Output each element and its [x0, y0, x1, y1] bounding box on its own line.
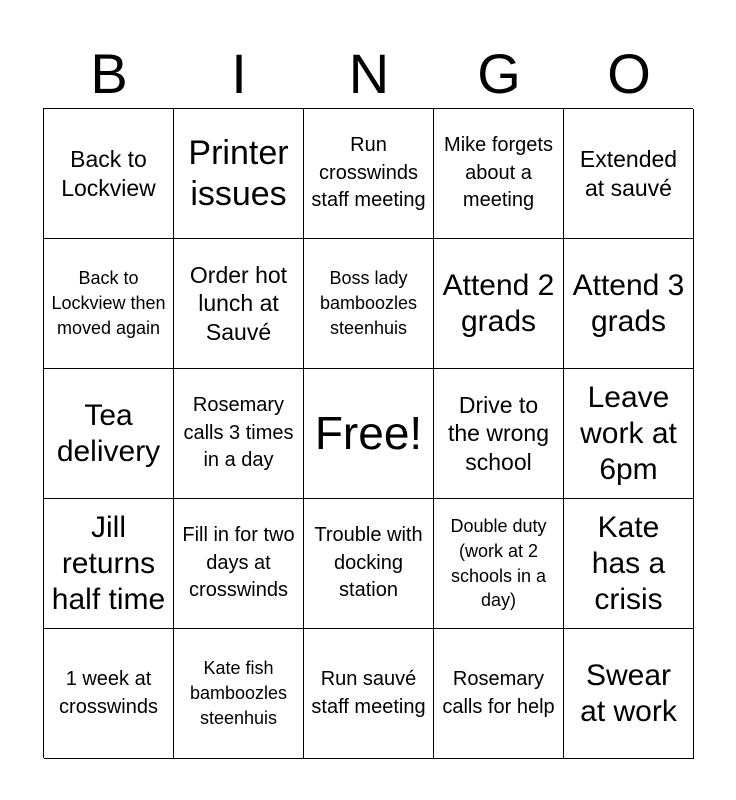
- bingo-cell[interactable]: Run crosswinds staff meeting: [304, 109, 434, 239]
- bingo-cell[interactable]: Double duty (work at 2 schools in a day): [434, 499, 564, 629]
- bingo-cell[interactable]: Back to Lockview: [44, 109, 174, 239]
- bingo-cell[interactable]: Jill returns half time: [44, 499, 174, 629]
- free-space[interactable]: Free!: [304, 369, 434, 499]
- header-letter-b: B: [90, 42, 128, 105]
- bingo-cell[interactable]: Back to Lockview then moved again: [44, 239, 174, 369]
- bingo-cell[interactable]: Run sauvé staff meeting: [304, 629, 434, 759]
- header-letter-o: O: [607, 42, 651, 105]
- bingo-cell[interactable]: Order hot lunch at Sauvé: [174, 239, 304, 369]
- bingo-cell[interactable]: Mike forgets about a meeting: [434, 109, 564, 239]
- bingo-cell[interactable]: Rosemary calls 3 times in a day: [174, 369, 304, 499]
- bingo-board: [43, 108, 693, 758]
- header-letter-g: G: [477, 42, 521, 105]
- bingo-cell[interactable]: Fill in for two days at crosswinds: [174, 499, 304, 629]
- bingo-header: [44, 40, 694, 108]
- header-letter-i: I: [231, 42, 247, 105]
- bingo-cell[interactable]: Trouble with docking station: [304, 499, 434, 629]
- bingo-cell[interactable]: Attend 3 grads: [564, 239, 694, 369]
- bingo-cell[interactable]: Kate fish bamboozles steenhuis: [174, 629, 304, 759]
- bingo-cell[interactable]: Boss lady bamboozles steenhuis: [304, 239, 434, 369]
- bingo-cell[interactable]: Tea delivery: [44, 369, 174, 499]
- bingo-cell[interactable]: Rosemary calls for help: [434, 629, 564, 759]
- bingo-cell[interactable]: Kate has a crisis: [564, 499, 694, 629]
- header-letter-n: N: [348, 42, 390, 105]
- bingo-cell[interactable]: Attend 2 grads: [434, 239, 564, 369]
- bingo-cell[interactable]: Extended at sauvé: [564, 109, 694, 239]
- bingo-cell[interactable]: 1 week at crosswinds: [44, 629, 174, 759]
- bingo-cell[interactable]: Swear at work: [564, 629, 694, 759]
- bingo-cell[interactable]: Drive to the wrong school: [434, 369, 564, 499]
- bingo-cell[interactable]: Leave work at 6pm: [564, 369, 694, 499]
- bingo-cell[interactable]: Printer issues: [174, 109, 304, 239]
